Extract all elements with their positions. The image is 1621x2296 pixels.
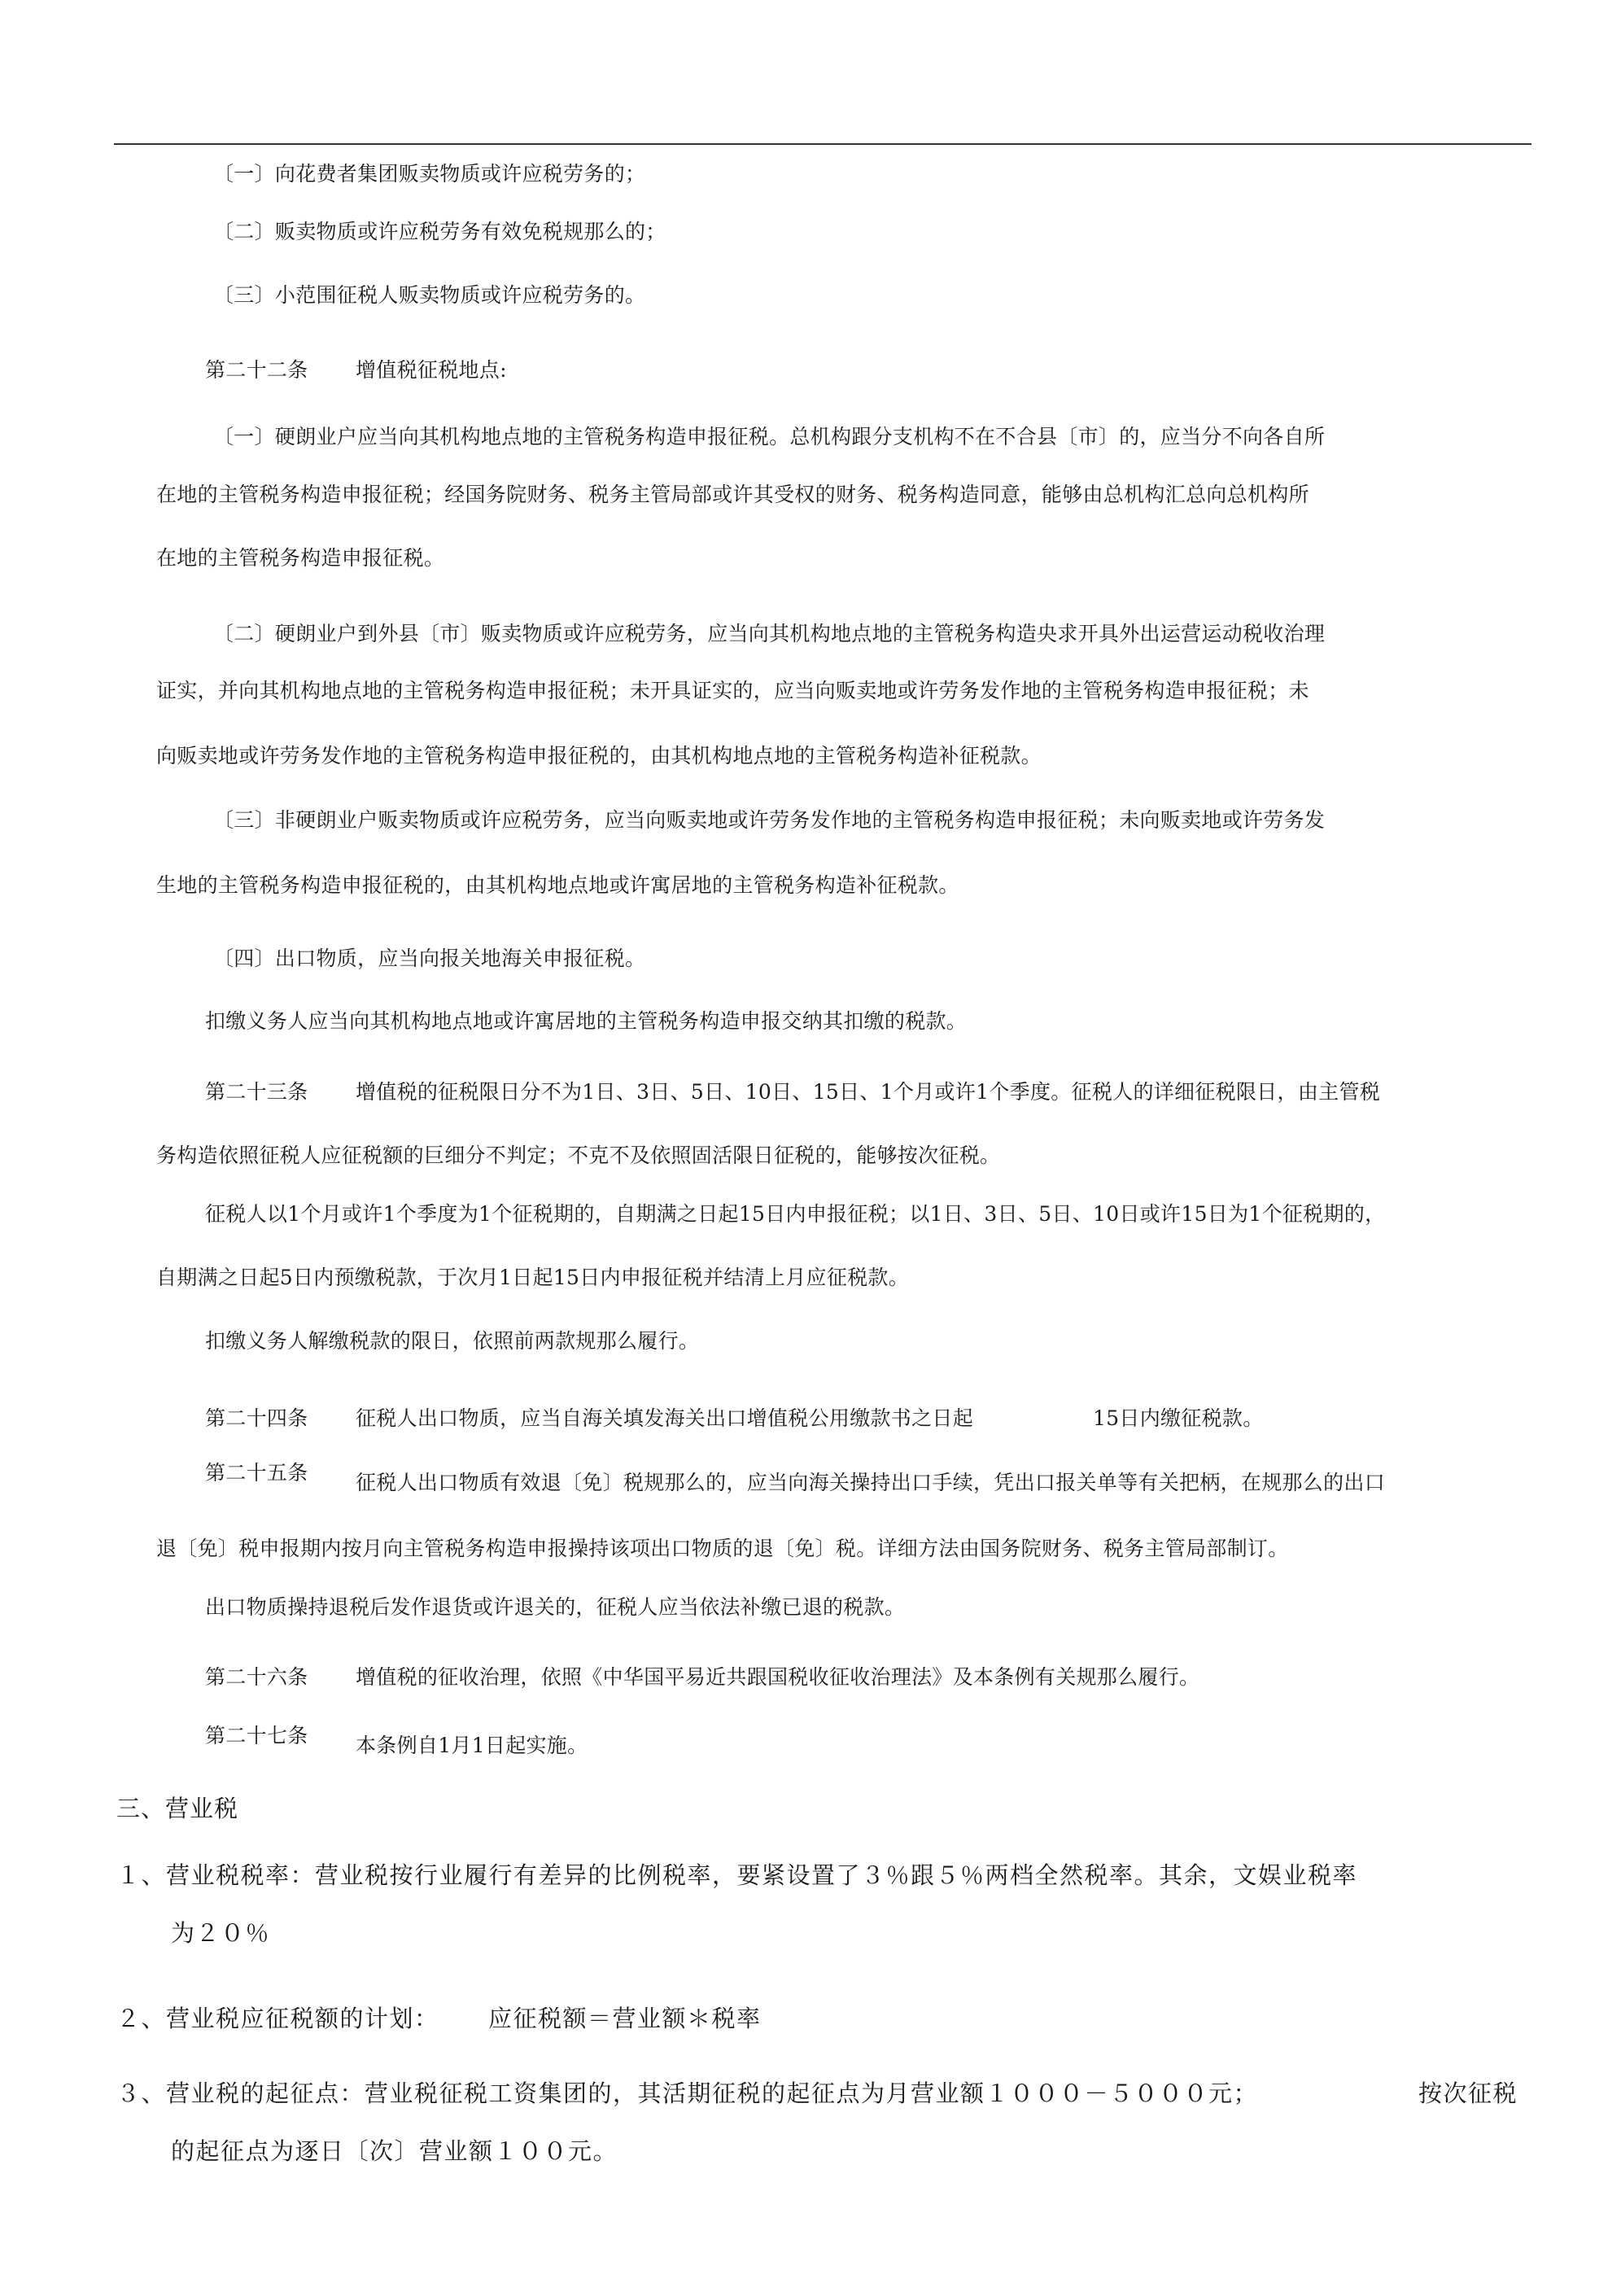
text-line: 增值税的征税限日分不为1日、3日、5日、10日、15日、1个月或许1个季度。征税人的详细征税限日，由主管税 — [356, 1080, 1381, 1104]
text-line: 证实，并向其机构地点地的主管税务构造申报征税；未开具证实的，应当向贩卖地或许劳务发作地的主管税务构造申报征税；未 — [156, 679, 1309, 702]
article-number: 第二十二条 — [205, 358, 308, 382]
article-number: 第二十三条 — [205, 1080, 308, 1104]
text-line: 征税人出口物质，应当自海关填发海关出口增值税公用缴款书之日起 — [356, 1406, 974, 1430]
article-number: 第二十七条 — [205, 1724, 308, 1747]
text-line: 征税人出口物质有效退〔免〕税规那么的，应当向海关操持出口手续，凭出口报关单等有关把柄，在规那么的出口 — [356, 1471, 1386, 1494]
text-line: 本条例自1月1日起实施。 — [356, 1734, 588, 1757]
article-heading: 增值税征税地点: — [356, 358, 507, 382]
text-line: 的起征点为逐日〔次〕营业额１００元。 — [171, 2137, 618, 2165]
section-heading: 三、营业税 — [116, 1795, 239, 1822]
text-line: 〔二〕贩卖物质或许应税劳务有效免税规那么的； — [213, 220, 666, 243]
text-line: ２、营业税应征税额的计划： — [116, 2005, 439, 2032]
text-line: 为２０％ — [171, 1919, 271, 1947]
text-line: 务构造依照征税人应征税额的巨细分不判定；不克不及依照固活限日征税的，能够按次征税。 — [156, 1144, 1001, 1167]
text-line: 扣缴义务人解缴税款的限日，依照前两款规那么履行。 — [205, 1329, 700, 1353]
text-line: 增值税的征收治理，依照《中华国平易近共跟国税收征收治理法》及本条例有关规那么履行。 — [356, 1665, 1200, 1689]
text-line: 扣缴义务人应当向其机构地点地或许寓居地的主管税务构造申报交纳其扣缴的税款。 — [205, 1009, 968, 1033]
text-line: 〔三〕小范围征税人贩卖物质或许应税劳务的。 — [213, 283, 646, 307]
formula: 应征税额＝营业额＊税率 — [488, 2005, 762, 2032]
text-line: 〔三〕非硬朗业户贩卖物质或许应税劳务，应当向贩卖地或许劳务发作地的主管税务构造申报征税；未向贩卖地或许劳务发 — [213, 808, 1326, 832]
text-line: 在地的主管税务构造申报征税；经国务院财务、税务主管局部或许其受权的财务、税务构造同意，能够由总机构汇总向总机构所 — [156, 483, 1309, 506]
text-line: 〔二〕硬朗业户到外县〔市〕贩卖物质或许应税劳务，应当向其机构地点地的主管税务构造央求开具外出运营运动税收治理 — [213, 622, 1326, 645]
text-line: 15日内缴征税款。 — [1093, 1406, 1264, 1430]
text-line: 在地的主管税务构造申报征税。 — [156, 546, 445, 570]
text-line: １、营业税税率：营业税按行业履行有差异的比例税率，要紧设置了３％跟５％两档全然税率。其余，文娱业税率 — [116, 1861, 1358, 1889]
text-line: 〔一〕硬朗业户应当向其机构地点地的主管税务构造申报征税。总机构跟分支机构不在不合县〔市〕的，应当分不向各自所 — [213, 425, 1326, 448]
text-line: 自期满之日起5日内预缴税款，于次月1日起15日内申报征税并结清上月应征税款。 — [156, 1266, 910, 1289]
article-number: 第二十五条 — [205, 1461, 308, 1485]
text-line: 征税人以1个月或许1个季度为1个征税期的，自期满之日起15日内申报征税；以1日、3日、5日、10日或许15日为1个征税期的， — [205, 1202, 1386, 1226]
text-line: 退〔免〕税申报期内按月向主管税务构造申报操持该项出口物质的退〔免〕税。详细方法由国务院财务、税务主管局部制订。 — [156, 1537, 1289, 1560]
article-number: 第二十四条 — [205, 1406, 308, 1430]
text-line: 生地的主管税务构造申报征税的，由其机构地点地或许寓居地的主管税务构造补征税款。 — [156, 873, 959, 897]
text-line: ３、营业税的起征点：营业税征税工资集团的，其活期征税的起征点为月营业额１０００－５０００元； — [116, 2080, 1259, 2107]
text-line: 向贩卖地或许劳务发作地的主管税务构造申报征税的，由其机构地点地的主管税务构造补征税款。 — [156, 744, 1042, 768]
article-number: 第二十六条 — [205, 1665, 308, 1689]
text-line: 出口物质操持退税后发作退货或许退关的，征税人应当依法补缴已退的税款。 — [205, 1595, 906, 1619]
text-line: 〔一〕向花费者集团贩卖物质或许应税劳务的； — [213, 162, 646, 186]
header-rule — [114, 143, 1531, 145]
text-line: 按次征税 — [1418, 2080, 1518, 2107]
text-line: 〔四〕出口物质，应当向报关地海关申报征税。 — [213, 947, 646, 970]
